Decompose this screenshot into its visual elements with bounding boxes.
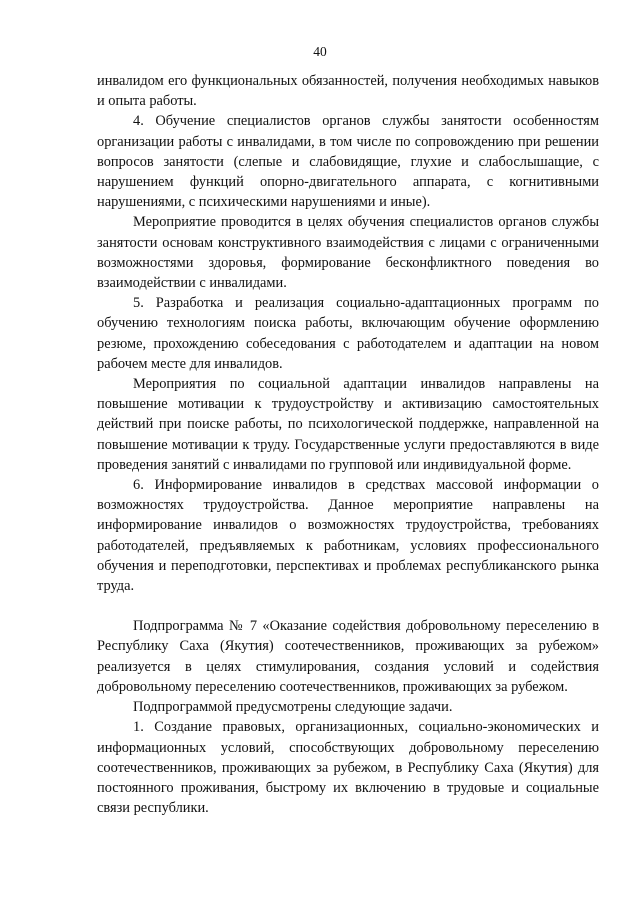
paragraph-continuation: инвалидом его функциональных обязанностей, получения необходимых навыков и опыта работы.: [97, 73, 599, 110]
paragraph-item-5-description: Мероприятия по социальной адаптации инвалидов направлены на повышение мотивации к трудоустройству и активизацию самостоятельных действий при поиске работы, по психологической поддержке, направленной на повышение мотивации к труду. Государственные услуги предоставляются в виде проведения занятий с инвалидами по групповой или индивидуальной форме.: [97, 376, 599, 473]
page-number: 40: [313, 44, 327, 59]
document-body: [97, 71, 599, 818]
paragraph-item-6: 6. Информирование инвалидов в средствах массовой информации о возможностях трудоустройства. Данное мероприятие направлены на информирование инвалидов о возможностях трудоустройства, требованиях работодателей, предъявляемых к работникам, условиях профессионального обучения и переподготовки, перспективах и проблемах республиканского рынка труда.: [97, 477, 599, 595]
paragraph-item-5: 5. Разработка и реализация социально-адаптационных программ по обучению технологиям поиска работы, включающим обучение оформлению резюме, прохождению собеседования с работодателем и адаптации на новом рабочем месте для инвалидов.: [97, 295, 599, 372]
paragraph-task-1: 1. Создание правовых, организационных, социально-экономических и информационных условий, способствующих добровольному переселению соотечественников, проживающих за рубежом, в Республику Саха (Якутия) для постоянного проживания, быстрому их включению в трудовые и социальные связи республики.: [97, 719, 599, 817]
paragraph-tasks-intro: Подпрограммой предусмотрены следующие задачи.: [133, 699, 453, 716]
section-spacer: [97, 596, 599, 616]
paragraph-item-4-description: Мероприятие проводится в целях обучения специалистов органов службы занятости основам конструктивного взаимодействия с лицами с ограниченными возможностями здоровья, формирование бесконфликтного поведения во взаимодействии с инвалидами.: [97, 214, 599, 292]
paragraph-item-4: 4. Обучение специалистов органов службы занятости особенностям организации работы с инвалидами, в том числе по сопровождению при решении вопросов занятости (слепые и слабовидящие, глухие и слабослышащие, с нарушением функций опорно-двигательного аппарата, с когнитивными нарушениями, с психическими нарушениями и иные).: [97, 113, 599, 211]
paragraph-subprogram-7: Подпрограмма № 7 «Оказание содействия добровольному переселению в Республику Саха (Якутия) соотечественников, проживающих за рубежом» реализуется в целях стимулирования, создания условий и содействия добровольному переселению соотечественников, проживающих за рубежом.: [97, 618, 599, 695]
